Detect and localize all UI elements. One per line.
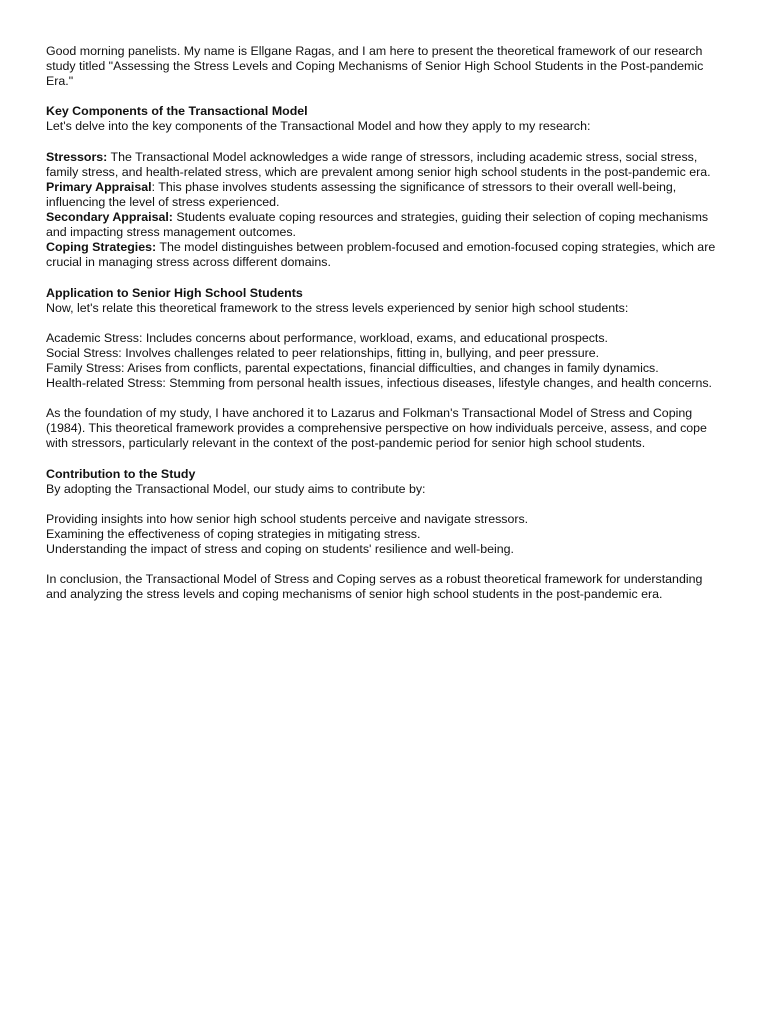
component-term: Secondary Appraisal: (46, 210, 173, 225)
section-intro-key-components: Let's delve into the key components of the Transactional Model and how they apply to my research: (46, 119, 591, 134)
spacer (46, 89, 726, 104)
intro-paragraph: Good morning panelists. My name is Ellgane Ragas, and I am here to present the theoretical framework of our research study titled "Assessing the Stress Levels and Coping Mechanisms of Senior High School Students in the Post-pandemic Era." (46, 44, 704, 89)
spacer (46, 497, 726, 512)
section-intro-application: Now, let's relate this theoretical framework to the stress levels experienced by senior high school students: (46, 300, 629, 315)
spacer (46, 452, 726, 467)
spacer (46, 557, 726, 572)
section-intro-contribution: By adopting the Transactional Model, our study aims to contribute by: (46, 481, 426, 496)
section-heading-contribution: Contribution to the Study (46, 466, 196, 481)
spacer (46, 135, 726, 150)
component-text: : This phase involves students assessing the significance of stressors to their overall well-being, influencing the level of stress experienced. (46, 179, 677, 209)
section-heading-application: Application to Senior High School Students (46, 285, 303, 300)
component-item-coping-strategies (46, 240, 726, 270)
section-heading-key-components: Key Components of the Transactional Model (46, 104, 308, 119)
document-page (46, 44, 726, 602)
stress-item-family: Family Stress: Arises from conflicts, parental expectations, financial difficulties, and changes in family dynamics. (46, 360, 659, 375)
component-term: Stressors: (46, 149, 108, 164)
component-text: The model distinguishes between problem-focused and emotion-focused coping strategies, which are crucial in managing stress across different domains. (46, 240, 716, 270)
contribution-item-impact: Understanding the impact of stress and coping on students' resilience and well-being. (46, 542, 514, 557)
component-item-secondary-appraisal (46, 210, 726, 240)
component-item-stressors (46, 150, 726, 180)
stress-item-academic: Academic Stress: Includes concerns about performance, workload, exams, and educational prospects. (46, 330, 609, 345)
component-item-primary-appraisal (46, 180, 726, 210)
conclusion-paragraph: In conclusion, the Transactional Model of Stress and Coping serves as a robust theoretical framework for understanding and analyzing the stress levels and coping mechanisms of senior high school students in the post-pandemic era. (46, 572, 703, 602)
spacer (46, 391, 726, 406)
spacer (46, 270, 726, 285)
contribution-item-insights: Providing insights into how senior high school students perceive and navigate stressors. (46, 511, 529, 526)
component-text: The Transactional Model acknowledges a wide range of stressors, including academic stress, social stress, family stress, and health-related stress, which are prevalent among senior high school students in the post-pandemic era. (46, 149, 711, 179)
spacer (46, 316, 726, 331)
stress-item-health: Health-related Stress: Stemming from personal health issues, infectious diseases, lifestyle changes, and health concerns. (46, 376, 712, 391)
component-text: Students evaluate coping resources and strategies, guiding their selection of coping mechanisms and impacting stress management outcomes. (46, 210, 709, 240)
component-term: Coping Strategies: (46, 240, 157, 255)
stress-item-social: Social Stress: Involves challenges related to peer relationships, fitting in, bullying, and peer pressure. (46, 345, 600, 360)
contribution-item-effectiveness: Examining the effectiveness of coping strategies in mitigating stress. (46, 527, 421, 541)
foundation-paragraph: As the foundation of my study, I have anchored it to Lazarus and Folkman's Transactional Model of Stress and Coping (1984). This theoretical framework provides a comprehensive perspective on how individuals perceive, assess, and cope with stressors, particularly relevant in the context of the post-pandemic period for senior high school students. (46, 406, 707, 451)
component-term: Primary Appraisal (46, 179, 152, 194)
